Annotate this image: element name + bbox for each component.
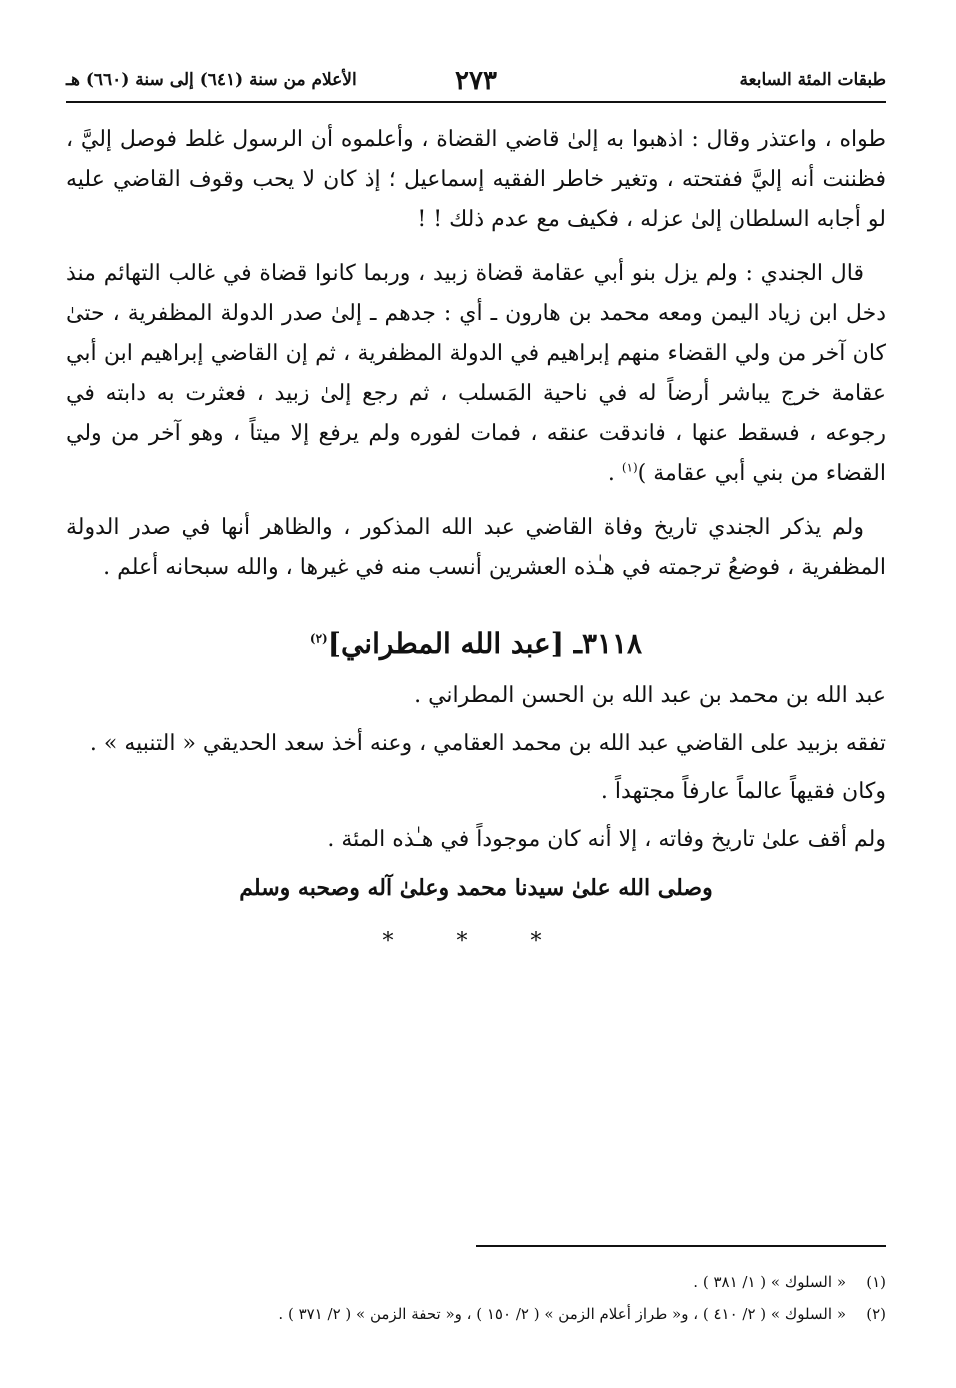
entry-line-2: تفقه بزبيد على القاضي عبد الله بن محمد العقامي ، وعنه أخذ سعد الحديقي « التنبيه » . [89,731,886,756]
entry-line-4: ولم أقف علىٰ تاريخ وفاته ، إلا أنه كان موجوداً في هـٰذه المئة . [327,827,886,852]
header-section-title: طبقات المئة السابعة [739,70,886,90]
footnote-2 [66,1298,886,1330]
header-range-title: الأعلام من سنة (٦٤١) إلى سنة (٦٦٠) هـ [66,70,357,90]
footnote-2-number: (٢) [866,1305,886,1323]
entry-heading [66,624,886,664]
footnote-1 [66,1266,886,1298]
footnote-rule [476,1245,886,1247]
footnote-ref-1: (١) [621,460,638,475]
running-header [66,66,886,102]
footnote-ref-2: (٢) [309,631,328,646]
paragraph-2-text: قال الجندي : ولم يزل بنو أبي عقامة قضاة زبيد ، وربما كانوا قضاة في غالب التهائم منذ دخل ابن زياد اليمن ومعه محمد بن هارون ـ أي : جدهم ـ إلىٰ صدر الدولة المظفرية ، حتىٰ كان آخر من ولي القضاء منهم إبراهيم في الدولة المظفرية ، ثم إن القاضي إبراهيم ابن أبي عقامة خرج يباشر أرضاً له في ناحية المَسلب ، ثم رجع إلىٰ زبيد ، فعثرت به دابته في رجوعه ، فسقط عنها ، فاندقت عنقه ، فمات لفوره ولم يرفع إلا ميتاً ، وهو آخر من ولي القضاء من بني أبي عقامة ) [66,261,886,486]
footnote-1-text: « السلوك » ( ١/ ٣٨١ ) . [693,1273,846,1291]
closing-prayer: وصلى الله علىٰ سيدنا محمد وعلىٰ آله وصحبه وسلم [239,875,713,901]
main-text [66,120,886,962]
entry-line-3: وكان فقيهاً عالماً عارفاً مجتهداً . [600,779,886,804]
paragraph-3: ولم يذكر الجندي تاريخ وفاة القاضي عبد الله المذكور ، والظاهر أنها في صدر الدولة المظفرية ، فوضعُ ترجمته في هـٰذه العشرين أنسب منه في غيرها ، والله سبحانه أعلم . [66,515,886,580]
page-number: ٢٧٣ [455,66,497,96]
paragraph-2 [66,254,886,494]
entry-body [66,676,886,860]
header-rule [66,101,886,103]
paragraph-1: طواه ، واعتذر وقال : اذهبوا به إلىٰ قاضي القضاة ، وأعلموه أن الرسول غلط فوصل إليَّ ، فظننت أنه إليَّ ففتحته ، وتغير خاطر الفقيه إسماعيل ؛ إذ كان لا يحب وقوف القاضي عليه لو أجابه السلطان إلىٰ عزله ، فكيف مع عدم ذلك ! ! [66,127,886,232]
footnotes [66,1266,886,1330]
paragraph-2-tail: . [607,461,622,486]
entry-line-1: عبد الله بن محمد بن عبد الله بن الحسن المطراني . [414,683,886,708]
entry-title: ٣١١٨ـ [عبد الله المطراني] [327,627,643,660]
footnote-1-number: (١) [866,1273,886,1291]
footnote-2-text: « السلوك » ( ٢/ ٤١٠ ) ، و« طراز أعلام الزمن » ( ٢/ ١٥٠ ) ، و« تحفة الزمن » ( ٢/ ٣٧١ ) . [278,1305,846,1323]
section-separator-stars: * * * [382,929,570,954]
